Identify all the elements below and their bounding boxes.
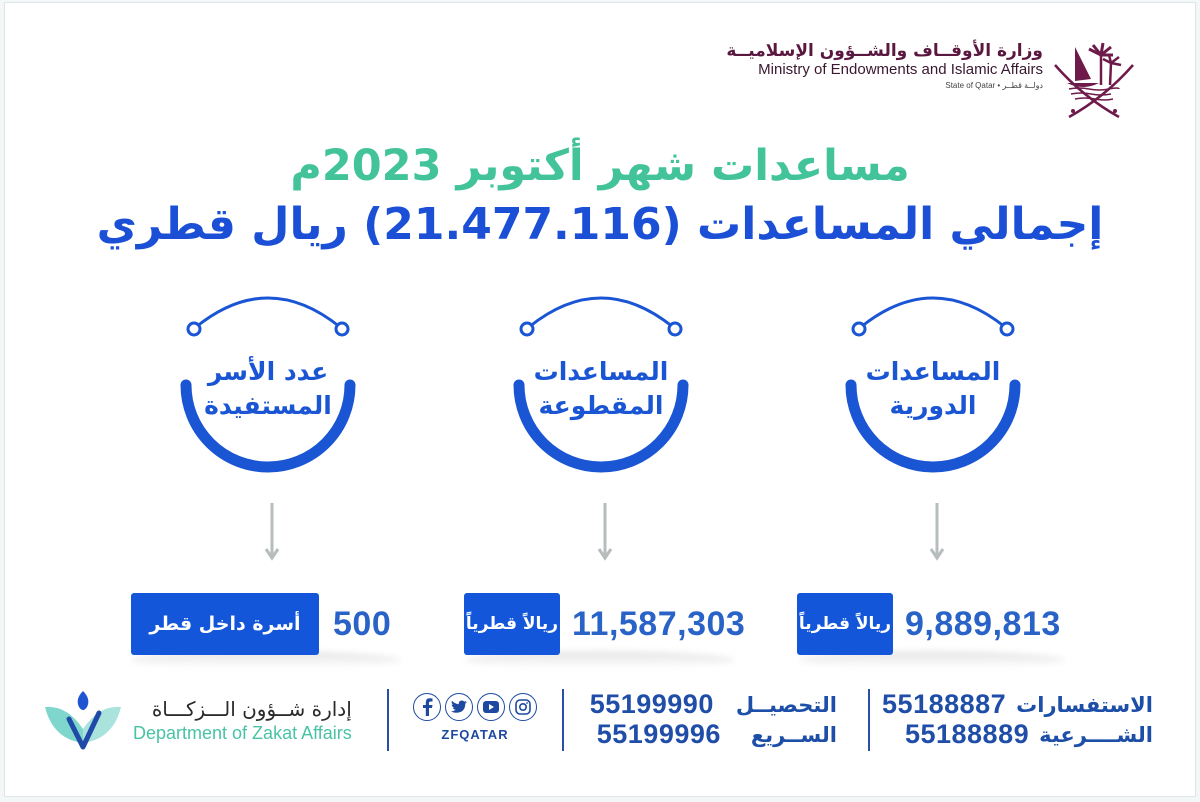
phone-number[interactable]: 55188887 — [882, 689, 1007, 719]
divider — [387, 689, 389, 751]
zakat-department-logo — [43, 689, 352, 751]
stat-value-families — [131, 593, 391, 655]
ministry-logo — [726, 41, 1135, 121]
stat-value: 500 — [333, 604, 392, 643]
currency-badge: ريالاً قطرياً — [797, 593, 893, 655]
arrow-down-icon — [597, 503, 613, 563]
department-name-en: Department of Zakat Affairs — [133, 723, 352, 743]
divider — [562, 689, 564, 751]
stat-value-lump-sum — [464, 593, 745, 655]
stat-value: 9,889,813 — [905, 604, 1061, 643]
total-assistance-title: إجمالي المساعدات (21.477.116) ريال قطري — [96, 199, 1104, 250]
stat-circle-periodic — [843, 289, 1023, 479]
zakat-text — [133, 696, 352, 744]
currency-badge: ريالاً قطرياً — [464, 593, 560, 655]
department-name-ar: إدارة شــؤون الـــزكـــاة — [151, 697, 352, 721]
phone-number[interactable]: 55199996 — [596, 719, 721, 749]
contact-label: الاستفسارات — [1016, 692, 1153, 717]
contact-collection[interactable] — [590, 689, 837, 720]
phone-number[interactable]: 55188889 — [904, 719, 1030, 749]
ministry-name-ar: وزارة الأوقــاف والشــؤون الإسلاميــة — [726, 41, 1043, 61]
state-label: State of Qatar • دولــة قطــر — [945, 81, 1043, 90]
infographic-frame — [4, 2, 1196, 797]
arrow-down-icon — [264, 503, 280, 563]
stat-label: المساعدات المقطوعة — [533, 357, 669, 420]
contact-express[interactable] — [597, 719, 837, 750]
social-handle[interactable]: ZFQATAR — [441, 727, 509, 742]
arrow-down-icon — [929, 503, 945, 563]
contact-label: التحصيــل — [735, 692, 837, 717]
stat-value: 11,587,303 — [572, 604, 746, 643]
stat-circle-families — [178, 289, 358, 479]
contact-label: الســريع — [750, 722, 837, 747]
phone-number[interactable]: 55199990 — [589, 689, 714, 719]
families-badge: أسرة داخل قطر — [131, 593, 319, 655]
ministry-text — [726, 41, 1043, 93]
contact-label: الشــــرعية — [1039, 722, 1153, 747]
zakat-leaf-logo-icon — [43, 689, 123, 751]
facebook-icon[interactable] — [413, 693, 441, 721]
ministry-name-en: Ministry of Endowments and Islamic Affairs — [758, 61, 1043, 78]
instagram-icon[interactable] — [509, 693, 537, 721]
stat-circle-lump-sum — [511, 289, 691, 479]
month-subtitle: مساعدات شهر أكتوبر 2023م — [290, 141, 910, 191]
contact-inquiries[interactable] — [882, 689, 1153, 720]
divider — [868, 689, 870, 751]
stat-label: عدد الأسر المستفيدة — [204, 357, 332, 420]
social-links — [409, 693, 541, 742]
twitter-icon[interactable] — [445, 693, 473, 721]
stat-label: المساعدات الدورية — [865, 357, 1001, 420]
stat-value-periodic — [797, 593, 1061, 655]
contact-sharia[interactable] — [905, 719, 1153, 750]
youtube-icon[interactable] — [477, 693, 505, 721]
qatar-emblem-icon — [1053, 37, 1135, 121]
